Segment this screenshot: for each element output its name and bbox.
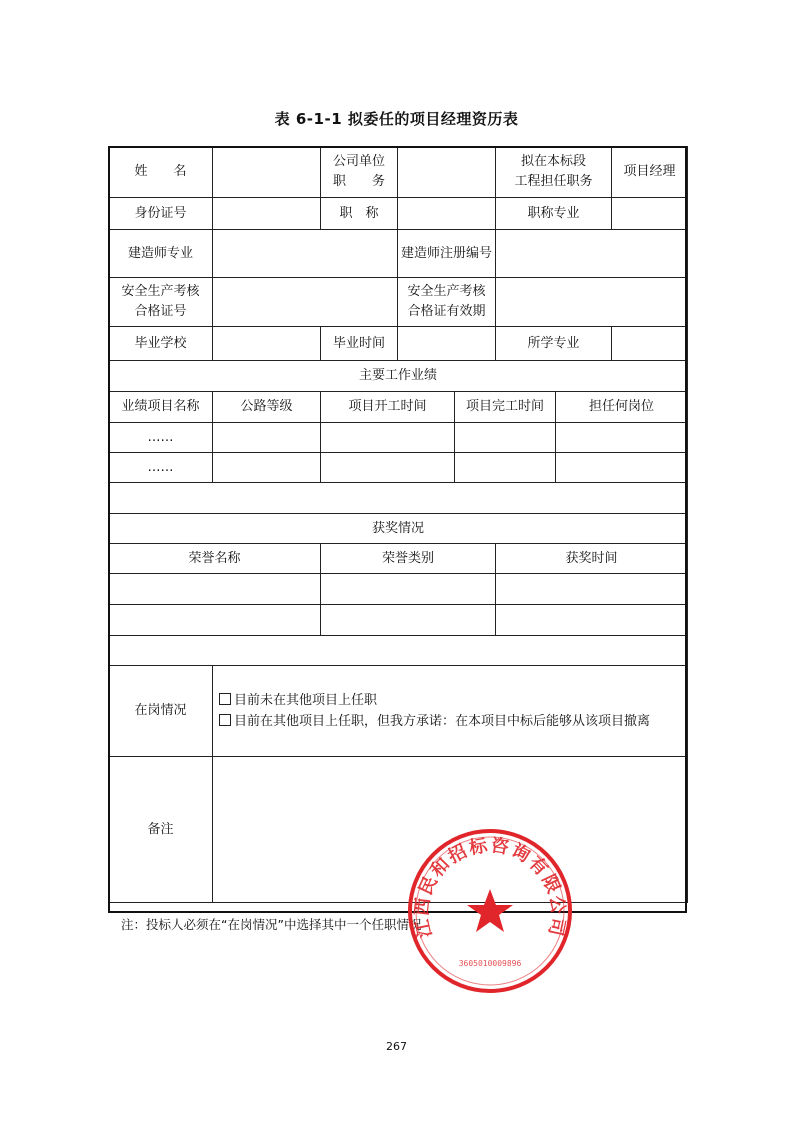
name-label: 姓 名 (109, 147, 213, 198)
performance-heading: 主要工作业绩 (109, 361, 688, 392)
awards-heading-row (109, 514, 688, 544)
svg-text:江西民和招标咨询有限公司 (411, 834, 568, 939)
seal-text: 江西民和招标咨询有限公司 (411, 835, 569, 940)
page-number: 267 (386, 1040, 407, 1053)
perf-col-end: 项目完工时间 (455, 392, 556, 423)
resume-form (108, 146, 687, 913)
company-seal-stamp (405, 826, 575, 996)
title-label: 职 称 (321, 198, 398, 230)
checkbox[interactable] (219, 714, 231, 726)
title-major-value (612, 198, 688, 230)
table-row (109, 423, 688, 453)
perf-col-start: 项目开工时间 (321, 392, 455, 423)
remarks-label: 备注 (109, 757, 213, 903)
title-value (398, 198, 496, 230)
bid-position-value: 项目经理 (612, 147, 688, 198)
status-label: 在岗情况 (109, 666, 213, 757)
safety-valid-value (496, 278, 688, 327)
awards-heading: 获奖情况 (109, 514, 688, 544)
page-title: 表 6-1-1 拟委任的项目经理资历表 (274, 110, 519, 128)
table-row (109, 605, 688, 636)
table-row (109, 453, 688, 483)
title-major-label: 职称专业 (496, 198, 612, 230)
blank-row (109, 636, 688, 666)
checkbox[interactable] (219, 693, 231, 705)
blank-row (109, 483, 688, 514)
row-safety (109, 278, 688, 327)
row-school (109, 327, 688, 361)
seal-star-icon (467, 889, 513, 932)
constructor-major-label: 建造师专业 (109, 230, 213, 278)
constructor-reg-label: 建造师注册编号 (398, 230, 496, 278)
major-value (612, 327, 688, 361)
status-option-1[interactable]: 目前未在其他项目上任职 (219, 690, 681, 711)
row-name (109, 147, 688, 198)
perf-row-ellipsis: …… (109, 423, 213, 453)
id-value (213, 198, 321, 230)
row-id (109, 198, 688, 230)
safety-cert-label: 安全生产考核 合格证号 (109, 278, 213, 327)
award-col-time: 获奖时间 (496, 544, 688, 574)
awards-header-row (109, 544, 688, 574)
status-row (109, 666, 688, 757)
perf-row-ellipsis: …… (109, 453, 213, 483)
bid-position-label: 拟在本标段 工程担任职务 (496, 147, 612, 198)
grad-time-label: 毕业时间 (321, 327, 398, 361)
status-option-2[interactable]: 目前在其他项目上任职，但我方承诺：在本项目中标后能够从该项目撤离 (219, 711, 681, 732)
row-constructor (109, 230, 688, 278)
constructor-reg-value (496, 230, 688, 278)
table-row (109, 574, 688, 605)
id-label: 身份证号 (109, 198, 213, 230)
company-position-label: 公司单位 职 务 (321, 147, 398, 198)
seal-number: 3605010009896 (458, 959, 522, 968)
perf-col-grade: 公路等级 (213, 392, 321, 423)
perf-col-project: 业绩项目名称 (109, 392, 213, 423)
status-options (213, 666, 688, 757)
safety-cert-value (213, 278, 398, 327)
award-col-name: 荣誉名称 (109, 544, 321, 574)
name-value (213, 147, 321, 198)
remarks-row (109, 757, 688, 903)
performance-header-row (109, 392, 688, 423)
footnote: 注：投标人必须在“在岗情况”中选择其中一个任职情况 (121, 917, 422, 932)
performance-heading-row (109, 361, 688, 392)
safety-valid-label: 安全生产考核 合格证有效期 (398, 278, 496, 327)
company-position-value (398, 147, 496, 198)
constructor-major-value (213, 230, 398, 278)
perf-col-role: 担任何岗位 (556, 392, 688, 423)
school-label: 毕业学校 (109, 327, 213, 361)
award-col-category: 荣誉类别 (321, 544, 496, 574)
major-label: 所学专业 (496, 327, 612, 361)
school-value (213, 327, 321, 361)
grad-time-value (398, 327, 496, 361)
